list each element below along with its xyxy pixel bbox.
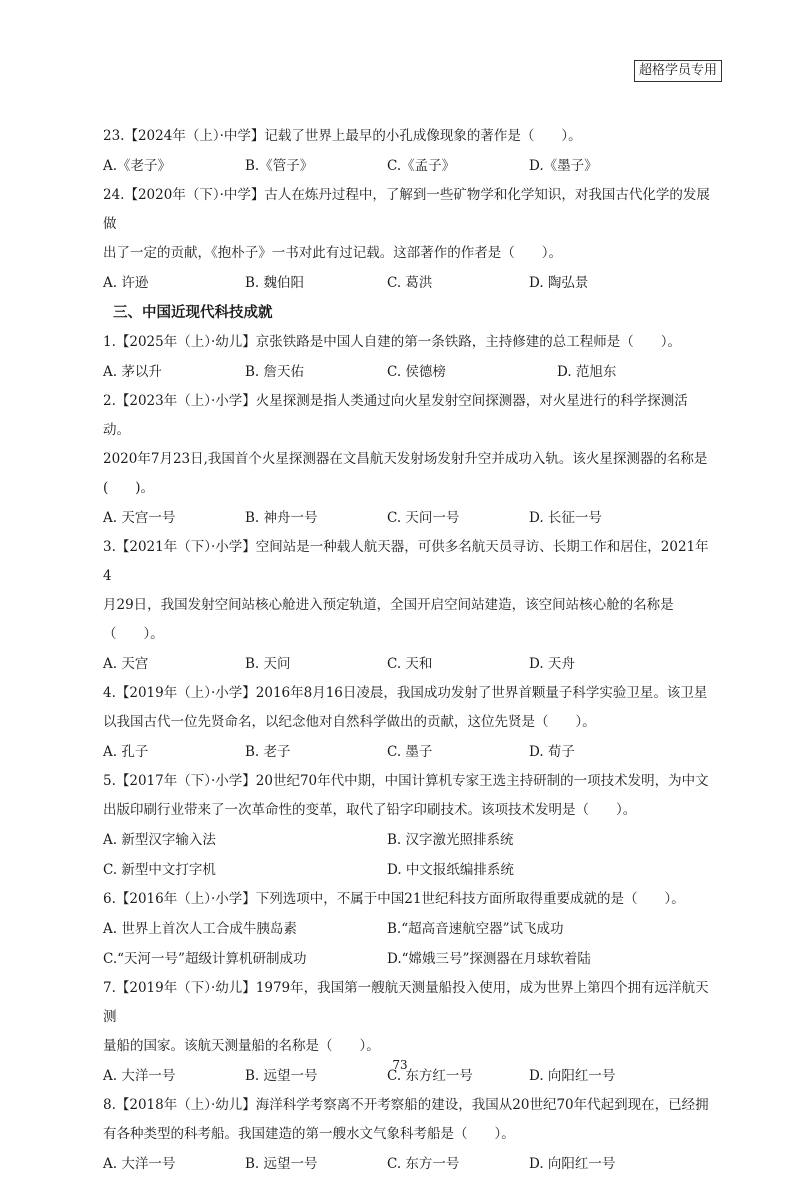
option-b: B. 魏伯阳 (245, 275, 305, 291)
question-stem: 23.【2024年（上）·中学】记载了世界上最早的小孔成像现象的著作是（ ）。 (103, 128, 582, 144)
option-a: A. 茅以升 (103, 364, 162, 380)
question-stem: 1.【2025年（上）·幼儿】京张铁路是中国人自建的第一条铁路，主持修建的总工程师是（ ）。 (103, 334, 682, 350)
option-d: D. 天舟 (529, 656, 575, 672)
options-row (103, 737, 713, 767)
question-stem: 6.【2016年（上）·小学】下列选项中，不属于中国21世纪科技方面所取得重要成就的是（ ）。 (103, 891, 685, 907)
options-row (103, 357, 713, 387)
section-title: 三、中国近现代科技成就 (113, 305, 273, 321)
option-b: B. 老子 (245, 744, 291, 760)
option-c: C.“天河一号”超级计算机研制成功 (103, 951, 307, 967)
option-b: B. 汉字激光照排系统 (387, 832, 514, 848)
question-stem-line-1: 5.【2017年（下）·小学】20世纪70年代中期，中国计算机专家王选主持研制的一项技术发明，为中文 (103, 773, 709, 789)
option-a: A. 天宫 (103, 656, 149, 672)
question-23 (103, 122, 713, 181)
option-a: A. 世界上首次人工合成牛胰岛素 (103, 921, 297, 937)
question-stem-line-1: 8.【2018年（上）·幼儿】海洋科学考察离不开考察船的建设，我国从20世纪70年代起到现在，已经拥 (103, 1097, 709, 1113)
option-b: B.《管子》 (245, 158, 314, 174)
options-row-2 (103, 855, 713, 885)
question-stem-line-2: 2020年7月23日,我国首个火星探测器在文昌航天发射场发射升空并成功入轨。该火星探测器的名称是( )。 (103, 451, 708, 496)
options-row-2 (103, 944, 713, 974)
question-stem-line-1: 3.【2021年（下）·小学】空间站是一种载人航天器，可供多名航天员寻访、长期工作和居住，2021年4 (103, 539, 709, 584)
question-24 (103, 181, 713, 298)
question-stem-line-1: 2.【2023年（上）·小学】火星探测是指人类通过向火星发射空间探测器，对火星进行的科学探测活动。 (103, 393, 688, 438)
option-c: C. 东方一号 (387, 1156, 460, 1172)
option-d: D. 向阳红一号 (529, 1156, 616, 1172)
options-row-1 (103, 914, 713, 944)
option-d: D. 荀子 (529, 744, 575, 760)
options-row (103, 151, 713, 181)
option-a: A. 孔子 (103, 744, 149, 760)
option-b: B.“超高音速航空器”试飞成功 (387, 921, 564, 937)
question-b5 (103, 767, 713, 885)
option-c: C. 新型中文打字机 (103, 862, 216, 878)
options-row-1 (103, 825, 713, 855)
option-c: C. 天和 (387, 656, 433, 672)
question-b7 (103, 974, 713, 1091)
option-d: D. 向阳红一号 (529, 1068, 616, 1084)
option-a: A.《老子》 (103, 158, 172, 174)
option-d: D. 长征一号 (529, 510, 602, 526)
question-stem-line-2: 月29日，我国发射空间站核心舱进入预定轨道，全国开启空间站建造，该空间站核心舱的名称是（ ）。 (103, 597, 674, 642)
question-stem-line-2: 量船的国家。该航天测量船的名称是（ ）。 (103, 1038, 380, 1054)
question-b3 (103, 533, 713, 679)
options-row (103, 1149, 713, 1179)
question-stem-line-2: 出版印刷行业带来了一次革命性的变革，取代了铅字印刷技术。该项技术发明是（ ）。 (103, 802, 637, 818)
option-a: A. 大洋一号 (103, 1068, 176, 1084)
question-stem-line-2: 有各种类型的科考船。我国建造的第一艘水文气象科考船是（ ）。 (103, 1126, 515, 1142)
option-b: B. 远望一号 (245, 1156, 318, 1172)
options-row (103, 503, 713, 533)
option-c: C. 侯德榜 (387, 364, 446, 380)
exclusive-use-stamp: 超格学员专用 (634, 60, 722, 82)
options-row (103, 649, 713, 679)
option-b: B. 神舟一号 (245, 510, 318, 526)
question-stem-line-2: 以我国古代一位先贤命名，以纪念他对自然科学做出的贡献，这位先贤是（ ）。 (103, 714, 596, 730)
option-c: C. 天问一号 (387, 510, 460, 526)
options-row (103, 268, 713, 298)
page-number: 73 (392, 1058, 408, 1072)
question-b8 (103, 1091, 713, 1179)
question-stem-line-1: 4.【2019年（上）·小学】2016年8月16日凌晨，我国成功发射了世界首颗量子科学实验卫星。该卫星 (103, 685, 708, 701)
question-stem-line-2: 出了一定的贡献，《抱朴子》一书对此有过记载。这部著作的作者是（ ）。 (103, 245, 562, 261)
option-d: D. 陶弘景 (529, 275, 589, 291)
option-a: A. 天宫一号 (103, 510, 176, 526)
question-b4 (103, 679, 713, 767)
option-d: D. 范旭东 (557, 364, 617, 380)
option-b: B. 詹天佑 (245, 364, 305, 380)
option-c: C. 东方红一号 (387, 1068, 473, 1084)
option-b: B. 天问 (245, 656, 291, 672)
option-c: C. 墨子 (387, 744, 433, 760)
option-c: C.《孟子》 (387, 158, 456, 174)
question-b6 (103, 885, 713, 974)
option-b: B. 远望一号 (245, 1068, 318, 1084)
option-d: D.“嫦娥三号”探测器在月球软着陆 (387, 951, 591, 967)
question-stem-line-1: 24.【2020年（下）·中学】古人在炼丹过程中，了解到一些矿物学和化学知识，对我国古代化学的发展做 (103, 187, 710, 232)
question-stem-line-1: 7.【2019年（下）·幼儿】1979年，我国第一艘航天测量船投入使用，成为世界上第四个拥有远洋航天测 (103, 980, 709, 1025)
option-d: D.《墨子》 (529, 158, 598, 174)
option-d: D. 中文报纸编排系统 (387, 862, 514, 878)
question-b2 (103, 387, 713, 533)
option-a: A. 大洋一号 (103, 1156, 176, 1172)
option-c: C. 葛洪 (387, 275, 433, 291)
page-content (103, 122, 713, 1179)
question-b1 (103, 328, 713, 387)
option-a: A. 新型汉字输入法 (103, 832, 216, 848)
option-a: A. 许逊 (103, 275, 149, 291)
